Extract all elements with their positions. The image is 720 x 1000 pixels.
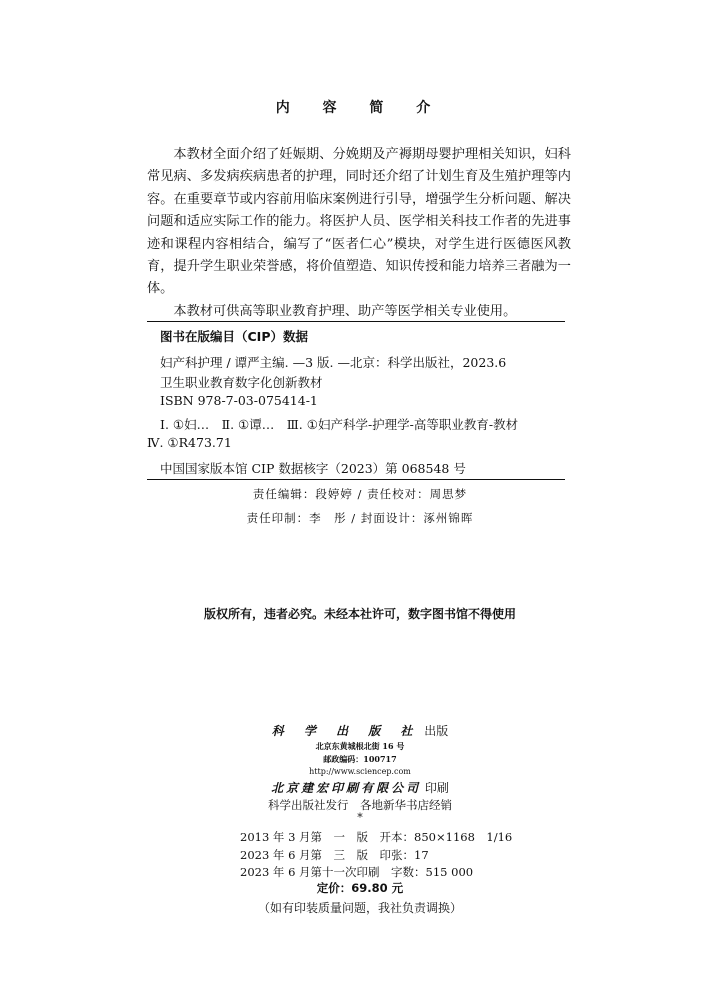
edition-line-1: 2013 年 3 月第 一 版 开本：850×1168 1/16	[240, 830, 513, 844]
cip-class-1: Ⅰ. ①妇… Ⅱ. ①谭… Ⅲ. ①妇产科学-护理学-高等职业教育-教材	[160, 417, 519, 432]
printer-logo: 北京建宏印刷有限公司	[271, 781, 422, 795]
publisher-suffix: 出版	[424, 724, 449, 738]
edition-line-2: 2023 年 6 月第 三 版 印张：17	[240, 848, 429, 862]
cip-class-2: Ⅳ. ①R473.71	[147, 435, 232, 450]
cip-isbn: ISBN 978-7-03-075414-1	[160, 393, 318, 408]
cip-heading: 图书在版编目（CIP）数据	[160, 329, 308, 344]
intro-section	[147, 144, 571, 323]
publisher-line	[0, 722, 720, 739]
printer-suffix: 印刷	[424, 781, 449, 795]
cip-line-2: 卫生职业教育数字化创新教材	[160, 375, 323, 390]
star-separator: *	[357, 811, 363, 824]
cip-line-1: 妇产科护理 / 谭严主编. —3 版. —北京：科学出版社，2023.6	[160, 355, 507, 370]
page-title: 内 容 简 介	[275, 100, 445, 116]
cip-top-rule	[147, 321, 565, 322]
publisher-logo: 科 学 出 版 社	[271, 724, 421, 738]
distribution: 科学出版社发行 各地新华书店经销	[268, 798, 452, 812]
editors-line-1: 责任编辑：段婷婷 / 责任校对：周思梦	[252, 487, 468, 501]
printer-line	[0, 779, 720, 796]
publisher-address: 北京东黄城根北街 16 号	[315, 741, 405, 751]
intro-paragraph-1: 本教材全面介绍了妊娠期、分娩期及产褥期母婴护理相关知识，妇科常见病、多发病疾病患者的护理，同时还介绍了计划生育及生殖护理等内容。在重要章节或内容前用临床案例进行引导，增强学生分析问题、解决问题和适应实际工作的能力。将医护人员、医学相关科技工作者的先进事迹和课程内容相结合，编写了“医者仁心”模块，对学生进行医德医风教育，提升学生职业荣誉感，将价值塑造、知识传授和能力培养三者融为一体。	[147, 147, 571, 297]
rights-statement: 版权所有，违者必究。未经本社许可，数字图书馆不得使用	[203, 607, 516, 621]
intro-paragraph-2: 本教材可供高等职业教育护理、助产等医学相关专业使用。	[173, 303, 517, 319]
editors-line-2: 责任印制：李 彤 / 封面设计：涿州锦晖	[246, 511, 474, 525]
cip-number: 中国国家版本馆 CIP 数据核字（2023）第 068548 号	[160, 461, 466, 476]
publisher-url: http://www.sciencep.com	[309, 767, 411, 776]
price: 定价：69.80 元	[316, 881, 404, 895]
cip-bottom-rule	[147, 479, 565, 480]
publisher-postcode: 邮政编码：100717	[323, 754, 397, 764]
quality-notice: （如有印装质量问题，我社负责调换）	[257, 901, 462, 915]
edition-line-3: 2023 年 6 月第十一次印刷 字数：515 000	[240, 865, 474, 879]
